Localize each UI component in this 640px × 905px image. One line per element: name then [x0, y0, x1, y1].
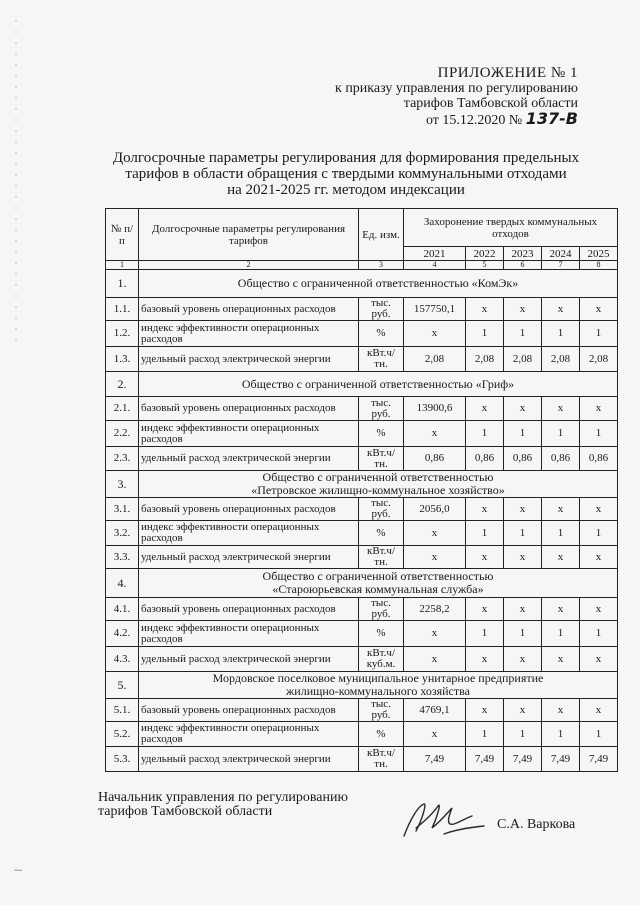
row-value: 1 — [542, 722, 580, 747]
row-number: 3.1. — [106, 498, 139, 521]
header-group: Захоронение твердых коммунальных отходов — [404, 209, 618, 247]
row-value: 1 — [542, 321, 580, 347]
table-row — [106, 397, 618, 421]
header-year: 2023 — [504, 247, 542, 261]
row-number: 5.1. — [106, 699, 139, 722]
row-value: x — [504, 699, 542, 722]
row-value: 2,08 — [504, 347, 542, 372]
row-unit: % — [359, 621, 404, 647]
row-value: 0,86 — [504, 447, 542, 471]
position-line-2: тарифов Тамбовской области — [98, 804, 273, 819]
row-parameter: базовый уровень операционных расходов — [139, 397, 359, 421]
row-value: 7,49 — [580, 747, 618, 772]
row-number: 4.3. — [106, 647, 139, 672]
row-value: x — [542, 397, 580, 421]
row-value: x — [542, 298, 580, 321]
table-row — [106, 747, 618, 772]
row-parameter: индекс эффективности операционных расходов — [139, 722, 359, 747]
column-number: 4 — [404, 261, 466, 270]
row-value: 7,49 — [542, 747, 580, 772]
section-name-line: Общество с ограниченной ответственностью — [262, 470, 494, 484]
table-row — [106, 447, 618, 471]
row-value: x — [466, 546, 504, 569]
row-value: x — [404, 521, 466, 546]
table-row — [106, 647, 618, 672]
section-name-line: Мордовское поселковое муниципальное унитарное предприятие — [212, 671, 544, 685]
header-year: 2022 — [466, 247, 504, 261]
row-parameter: удельный расход электрической энергии — [139, 747, 359, 772]
section-name-line: жилищно-коммунального хозяйства — [286, 684, 470, 698]
row-value: x — [504, 546, 542, 569]
row-number: 1.2. — [106, 321, 139, 347]
row-unit: % — [359, 722, 404, 747]
section-row — [106, 372, 618, 397]
row-parameter: базовый уровень операционных расходов — [139, 598, 359, 621]
appendix-header — [335, 66, 578, 128]
title-line-1: Долгосрочные параметры регулирования для формирования предельных — [112, 150, 580, 166]
row-value: 0,86 — [542, 447, 580, 471]
row-value: 1 — [504, 421, 542, 447]
row-value: x — [504, 397, 542, 421]
row-value: 7,49 — [504, 747, 542, 772]
row-value: x — [504, 298, 542, 321]
row-value: 1 — [580, 521, 618, 546]
header-param: Долгосрочные параметры регулирования тарифов — [139, 209, 359, 261]
table-row — [106, 298, 618, 321]
row-parameter: индекс эффективности операционных расходов — [139, 621, 359, 647]
table-row — [106, 546, 618, 569]
row-value: 2258,2 — [404, 598, 466, 621]
row-value: x — [404, 621, 466, 647]
section-name-line: «Староюрьевская коммунальная служба» — [272, 582, 484, 596]
row-value: x — [466, 647, 504, 672]
row-unit: кВт.ч/ тн. — [359, 347, 404, 372]
row-value: 7,49 — [404, 747, 466, 772]
row-value: x — [404, 722, 466, 747]
row-value: 1 — [466, 722, 504, 747]
row-value: x — [542, 598, 580, 621]
section-number: 4. — [106, 569, 139, 598]
order-date: от 15.12.2020 № — [425, 113, 523, 128]
table-header-row — [106, 209, 618, 247]
row-value: 1 — [466, 621, 504, 647]
row-value: x — [580, 598, 618, 621]
row-unit: кВт.ч/ куб.м. — [359, 647, 404, 672]
row-parameter: удельный расход электрической энергии — [139, 546, 359, 569]
row-value: x — [580, 298, 618, 321]
row-value: 157750,1 — [404, 298, 466, 321]
row-value: 1 — [580, 321, 618, 347]
row-value: 0,86 — [580, 447, 618, 471]
row-value: 2,08 — [542, 347, 580, 372]
table-row — [106, 621, 618, 647]
row-number: 2.1. — [106, 397, 139, 421]
row-value: x — [542, 647, 580, 672]
row-value: 2,08 — [404, 347, 466, 372]
section-row — [106, 471, 618, 498]
appendix-order-line: к приказу управления по регулированию — [335, 81, 578, 96]
column-number: 6 — [504, 261, 542, 270]
row-number: 4.2. — [106, 621, 139, 647]
row-number: 5.3. — [106, 747, 139, 772]
column-numbers-row — [106, 261, 618, 270]
table-row — [106, 421, 618, 447]
row-parameter: базовый уровень операционных расходов — [139, 298, 359, 321]
row-value: 2056,0 — [404, 498, 466, 521]
section-name — [139, 471, 618, 498]
appendix-authority-line: тарифов Тамбовской области — [403, 96, 578, 111]
row-value: 13900,6 — [404, 397, 466, 421]
row-parameter: индекс эффективности операционных расходов — [139, 421, 359, 447]
row-value: 4769,1 — [404, 699, 466, 722]
row-value: x — [504, 647, 542, 672]
row-unit: тыс. руб. — [359, 699, 404, 722]
column-number: 3 — [359, 261, 404, 270]
row-value: 1 — [542, 421, 580, 447]
row-unit: тыс. руб. — [359, 598, 404, 621]
row-unit: % — [359, 421, 404, 447]
table-row — [106, 498, 618, 521]
row-unit: кВт.ч/ тн. — [359, 747, 404, 772]
row-value: x — [580, 397, 618, 421]
header-year: 2024 — [542, 247, 580, 261]
row-value: x — [466, 598, 504, 621]
row-value: x — [580, 699, 618, 722]
column-number: 1 — [106, 261, 139, 270]
row-value: 1 — [542, 521, 580, 546]
row-number: 3.2. — [106, 521, 139, 546]
header-num: № п/п — [106, 209, 139, 261]
section-row — [106, 672, 618, 699]
column-number: 8 — [580, 261, 618, 270]
row-value: x — [580, 546, 618, 569]
table-row — [106, 598, 618, 621]
row-value: x — [404, 321, 466, 347]
row-number: 3.3. — [106, 546, 139, 569]
scan-margin-marks — [12, 20, 22, 880]
appendix-date-line — [335, 111, 578, 128]
row-value: 1 — [466, 521, 504, 546]
appendix-title: ПРИЛОЖЕНИЕ № 1 — [437, 65, 578, 81]
row-parameter: базовый уровень операционных расходов — [139, 699, 359, 722]
header-year: 2021 — [404, 247, 466, 261]
section-number: 3. — [106, 471, 139, 498]
position-line-1: Начальник управления по регулированию — [98, 790, 348, 805]
row-parameter: удельный расход электрической энергии — [139, 347, 359, 372]
row-value: 1 — [504, 722, 542, 747]
order-number: 137-В — [525, 109, 578, 128]
header-unit: Ед. изм. — [359, 209, 404, 261]
row-value: 2,08 — [580, 347, 618, 372]
row-value: 1 — [504, 321, 542, 347]
row-value: 1 — [504, 521, 542, 546]
row-value: x — [466, 498, 504, 521]
section-name — [139, 569, 618, 598]
parameters-table — [105, 208, 618, 772]
table-row — [106, 521, 618, 546]
section-name — [139, 672, 618, 699]
row-parameter: индекс эффективности операционных расходов — [139, 321, 359, 347]
row-unit: тыс. руб. — [359, 498, 404, 521]
section-row — [106, 270, 618, 298]
row-value: x — [466, 699, 504, 722]
table-row — [106, 347, 618, 372]
row-value: 1 — [580, 421, 618, 447]
signer-name: С.А. Варкова — [497, 817, 576, 832]
table-row — [106, 321, 618, 347]
section-name — [139, 270, 618, 298]
row-value: x — [404, 647, 466, 672]
row-value: 2,08 — [466, 347, 504, 372]
section-name-line: Общество с ограниченной ответственностью — [262, 569, 494, 583]
row-value: x — [404, 546, 466, 569]
column-number: 5 — [466, 261, 504, 270]
column-number: 2 — [139, 261, 359, 270]
row-parameter: удельный расход электрической энергии — [139, 447, 359, 471]
section-name-line: Общество с ограниченной ответственностью «Гриф» — [241, 376, 515, 391]
row-value: x — [542, 546, 580, 569]
row-value: x — [504, 498, 542, 521]
table-row — [106, 699, 618, 722]
row-value: x — [580, 498, 618, 521]
section-name-line: Общество с ограниченной ответственностью «КомЭк» — [237, 276, 519, 290]
row-value: 1 — [466, 421, 504, 447]
section-number: 1. — [106, 270, 139, 298]
row-value: x — [466, 397, 504, 421]
row-unit: кВт.ч/ тн. — [359, 546, 404, 569]
title-line-2: тарифов в области обращения с твердыми коммунальными отходами — [125, 166, 567, 182]
row-value: 1 — [466, 321, 504, 347]
row-number: 1.3. — [106, 347, 139, 372]
row-value: x — [466, 298, 504, 321]
row-value: x — [542, 699, 580, 722]
row-value: 1 — [504, 621, 542, 647]
row-value: x — [404, 421, 466, 447]
row-unit: кВт.ч/ тн. — [359, 447, 404, 471]
section-row — [106, 569, 618, 598]
row-number: 5.2. — [106, 722, 139, 747]
row-parameter: индекс эффективности операционных расходов — [139, 521, 359, 546]
section-number: 2. — [106, 372, 139, 397]
row-number: 1.1. — [106, 298, 139, 321]
handwritten-signature — [396, 798, 491, 843]
signatory-position — [98, 791, 348, 819]
header-year: 2025 — [580, 247, 618, 261]
row-value: 0,86 — [404, 447, 466, 471]
row-value: 0,86 — [466, 447, 504, 471]
row-value: 7,49 — [466, 747, 504, 772]
document-title — [96, 150, 596, 198]
column-number: 7 — [542, 261, 580, 270]
title-line-3: на 2021-2025 гг. методом индексации — [227, 182, 465, 198]
section-name — [139, 372, 618, 397]
row-unit: тыс. руб. — [359, 298, 404, 321]
row-unit: % — [359, 521, 404, 546]
row-parameter: базовый уровень операционных расходов — [139, 498, 359, 521]
table-row — [106, 722, 618, 747]
row-value: 1 — [542, 621, 580, 647]
row-unit: тыс. руб. — [359, 397, 404, 421]
row-value: x — [542, 498, 580, 521]
row-value: 1 — [580, 722, 618, 747]
section-name-line: «Петровское жилищно-коммунальное хозяйство» — [251, 483, 505, 497]
row-value: x — [580, 647, 618, 672]
section-number: 5. — [106, 672, 139, 699]
row-number: 4.1. — [106, 598, 139, 621]
row-value: x — [504, 598, 542, 621]
row-number: 2.2. — [106, 421, 139, 447]
row-unit: % — [359, 321, 404, 347]
row-parameter: удельный расход электрической энергии — [139, 647, 359, 672]
row-value: 1 — [580, 621, 618, 647]
row-number: 2.3. — [106, 447, 139, 471]
